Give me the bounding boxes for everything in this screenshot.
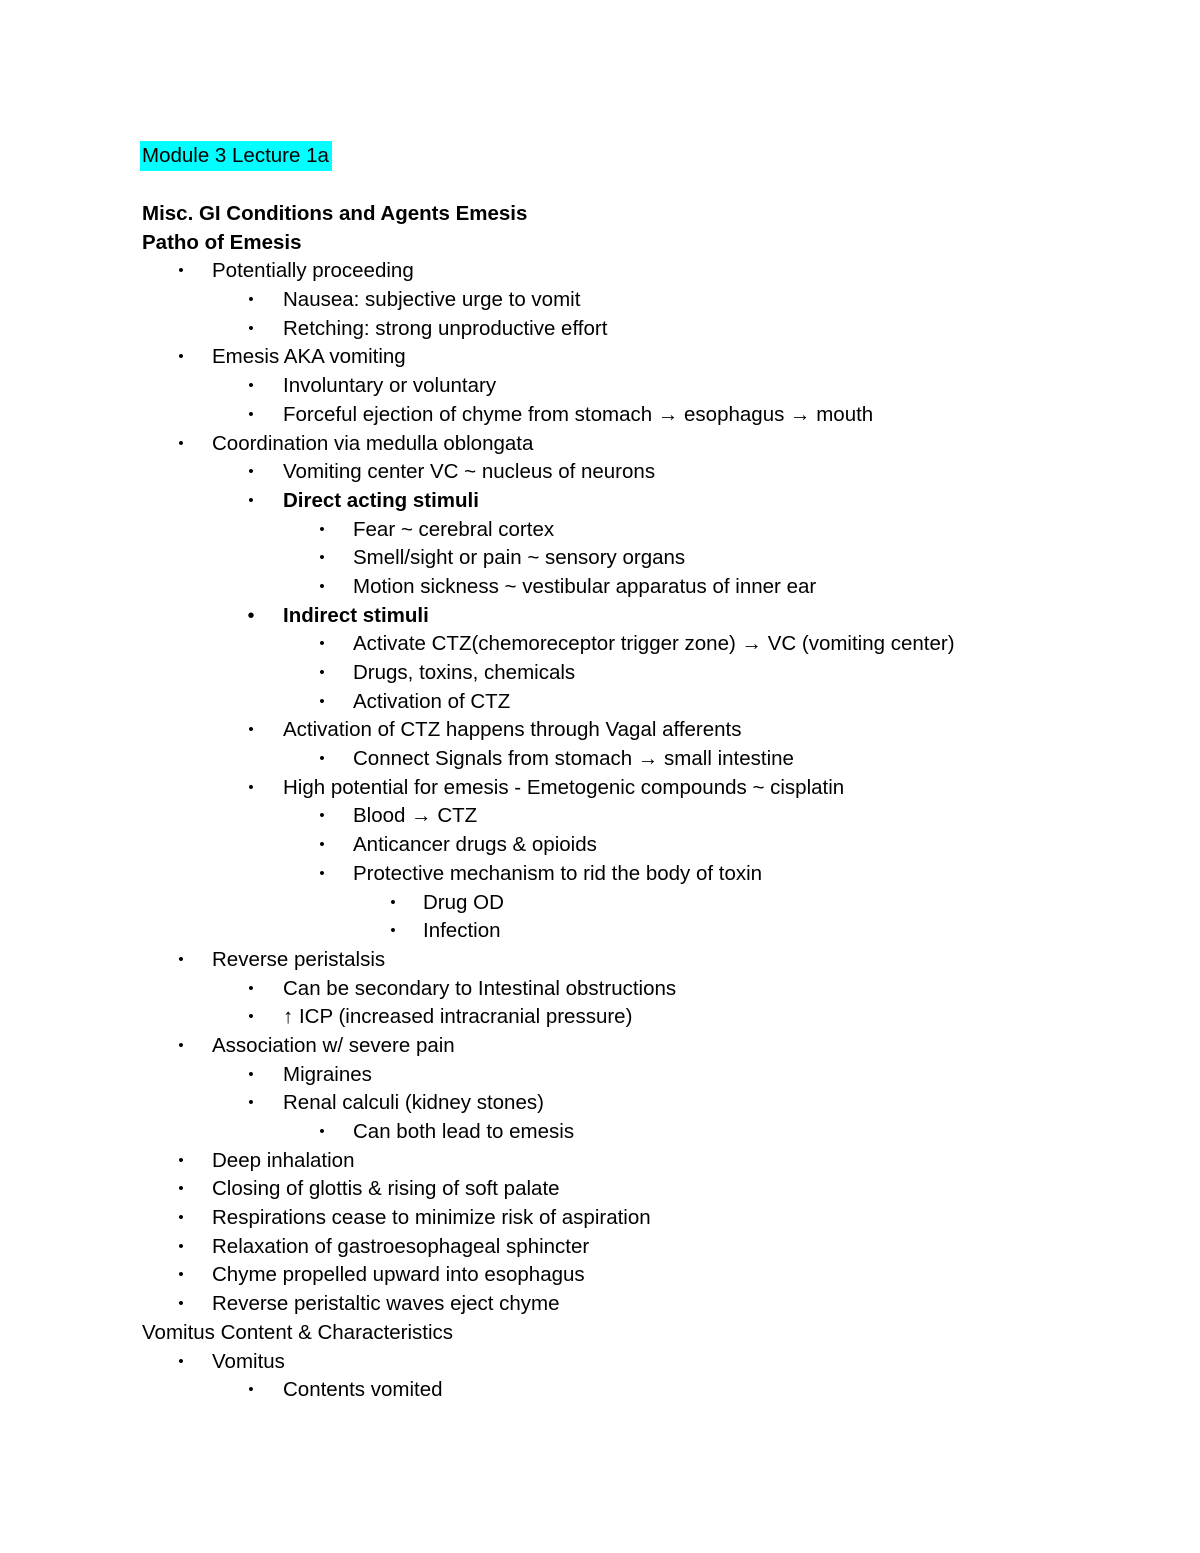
list-item: [0, 1147, 1200, 1176]
section-heading: [0, 1319, 1200, 1348]
bullet-icon: •: [248, 1381, 254, 1399]
list-item-text: Respirations cease to minimize risk of aspiration: [212, 1206, 651, 1230]
list-item-text: Renal calculi (kidney stones): [283, 1091, 544, 1115]
list-item-text: Drug OD: [423, 890, 504, 914]
bullet-icon: •: [319, 750, 325, 768]
bullet-icon: •: [248, 319, 254, 337]
list-item: [0, 1032, 1200, 1061]
bullet-icon: •: [178, 348, 184, 366]
list-item-text: Infection: [423, 919, 501, 943]
list-item-text: High potential for emesis - Emetogenic compounds ~ cisplatin: [283, 775, 845, 799]
document-title: Module 3 Lecture 1a: [140, 141, 332, 171]
list-item-text: Anticancer drugs & opioids: [353, 833, 597, 857]
list-item-text: Emesis AKA vomiting: [212, 345, 406, 369]
list-item: [0, 286, 1200, 315]
list-item: [0, 257, 1200, 286]
bullet-icon: •: [390, 893, 396, 911]
bullet-icon: •: [178, 262, 184, 280]
list-item-text: Potentially proceeding: [212, 259, 414, 283]
list-item-text: Connect Signals from stomach → small intestine: [353, 747, 794, 771]
list-item: [0, 516, 1200, 545]
bullet-icon: •: [319, 520, 325, 538]
list-item-text: Association w/ severe pain: [212, 1033, 455, 1057]
bullet-icon: •: [248, 291, 254, 309]
list-item: [0, 372, 1200, 401]
list-item: [0, 573, 1200, 602]
list-item: [0, 946, 1200, 975]
bullet-icon: •: [248, 721, 254, 739]
bullet-icon: •: [248, 405, 254, 423]
bullet-icon: •: [248, 778, 254, 796]
list-item-text: Deep inhalation: [212, 1148, 355, 1172]
list-item: [0, 659, 1200, 688]
list-item-text: Reverse peristalsis: [212, 947, 386, 971]
list-item-text: Chyme propelled upward into esophagus: [212, 1263, 585, 1287]
list-item: [0, 1003, 1200, 1032]
list-item: [0, 1290, 1200, 1319]
bullet-icon: •: [319, 635, 325, 653]
list-item: [0, 716, 1200, 745]
list-item: [0, 917, 1200, 946]
list-item: [0, 1376, 1200, 1405]
bullet-icon: •: [178, 1237, 184, 1255]
bullet-icon: •: [319, 864, 325, 882]
list-item: [0, 860, 1200, 889]
bullet-icon: •: [178, 1151, 184, 1169]
list-item-text: Drugs, toxins, chemicals: [353, 661, 576, 684]
list-item-text: Blood → CTZ: [353, 804, 478, 828]
bullet-icon: •: [248, 979, 254, 997]
list-item: [0, 1233, 1200, 1262]
bullet-icon: •: [178, 1295, 184, 1313]
bullet-icon: •: [178, 1266, 184, 1284]
list-item: [0, 487, 1200, 516]
list-item-text: Coordination via medulla oblongata: [212, 431, 534, 455]
bullet-icon: •: [319, 664, 325, 681]
list-item-text: Nausea: subjective urge to vomit: [283, 288, 581, 312]
list-item: [0, 630, 1200, 659]
list-item-text: Activation of CTZ happens through Vagal afferents: [283, 718, 742, 742]
list-item-text: Activation of CTZ: [353, 689, 511, 713]
list-item-text: Can both lead to emesis: [353, 1120, 575, 1143]
list-item-text: Forceful ejection of chyme from stomach → esophagus → mouth: [283, 402, 874, 426]
list-item: [0, 602, 1200, 631]
list-item: [0, 343, 1200, 372]
list-item: [0, 688, 1200, 717]
list-item: [0, 401, 1200, 430]
bullet-icon: •: [178, 1036, 184, 1054]
bullet-icon: •: [247, 604, 255, 627]
list-item: [0, 975, 1200, 1004]
bullet-icon: •: [178, 1180, 184, 1198]
list-item-text: Misc. GI Conditions and Agents Emesis: [142, 202, 528, 225]
list-item-text: Vomitus: [212, 1349, 285, 1373]
bullet-icon: •: [319, 807, 325, 825]
list-item: [0, 774, 1200, 803]
bullet-icon: •: [248, 1008, 254, 1026]
list-item: [0, 430, 1200, 459]
list-item: [0, 1261, 1200, 1290]
list-item-text: ↑ ICP (increased intracranial pressure): [283, 1005, 633, 1029]
list-item-text: Indirect stimuli: [283, 603, 429, 627]
list-item: [0, 1204, 1200, 1233]
list-item-text: Relaxation of gastroesophageal sphincter: [212, 1234, 590, 1258]
list-item-text: Retching: strong unproductive effort: [283, 316, 608, 340]
list-item-text: Motion sickness ~ vestibular apparatus of inner ear: [353, 574, 817, 598]
bullet-icon: •: [319, 549, 325, 567]
list-item: [0, 802, 1200, 831]
list-item-text: Vomiting center VC ~ nucleus of neurons: [283, 460, 656, 484]
list-item-text: Activate CTZ(chemoreceptor trigger zone) → VC (vomiting center): [353, 632, 955, 656]
list-item: [0, 1348, 1200, 1377]
list-item-text: Smell/sight or pain ~ sensory organs: [353, 546, 686, 570]
bullet-icon: •: [178, 950, 184, 968]
list-item-text: Patho of Emesis: [142, 230, 302, 254]
list-item: [0, 745, 1200, 774]
bullet-icon: •: [178, 1209, 184, 1227]
bullet-icon: •: [248, 491, 254, 509]
list-item: [0, 544, 1200, 573]
bullet-icon: •: [319, 836, 325, 854]
list-item: [0, 831, 1200, 860]
list-item-text: Involuntary or voluntary: [283, 374, 497, 398]
bullet-icon: •: [248, 463, 254, 481]
list-item: [0, 315, 1200, 344]
list-item: [0, 1061, 1200, 1090]
bullet-icon: •: [319, 692, 325, 710]
bullet-icon: •: [248, 1065, 254, 1083]
bullet-icon: •: [178, 434, 184, 452]
bullet-icon: •: [319, 1123, 325, 1140]
list-item: [0, 1089, 1200, 1118]
list-item-text: Contents vomited: [283, 1378, 443, 1402]
section-heading: [0, 229, 1200, 258]
list-item: [0, 1175, 1200, 1204]
list-item-text: Reverse peristaltic waves eject chyme: [212, 1292, 560, 1316]
bullet-icon: •: [390, 922, 396, 940]
list-item-text: Direct acting stimuli: [283, 488, 479, 512]
bullet-icon: •: [319, 577, 325, 595]
list-item-text: Migraines: [283, 1062, 372, 1086]
list-item-text: Vomitus Content & Characteristics: [142, 1320, 454, 1344]
list-item-text: Closing of glottis & rising of soft palate: [212, 1177, 560, 1201]
notes-outline: [0, 200, 1200, 1405]
list-item-text: Fear ~ cerebral cortex: [353, 517, 555, 541]
section-heading: [0, 200, 1200, 229]
bullet-icon: •: [178, 1352, 184, 1370]
bullet-icon: •: [248, 377, 254, 395]
bullet-icon: •: [248, 1094, 254, 1112]
list-item: [0, 458, 1200, 487]
list-item-text: Protective mechanism to rid the body of toxin: [353, 861, 763, 885]
list-item: [0, 889, 1200, 918]
list-item-text: Can be secondary to Intestinal obstructions: [283, 976, 677, 1000]
list-item: [0, 1118, 1200, 1147]
